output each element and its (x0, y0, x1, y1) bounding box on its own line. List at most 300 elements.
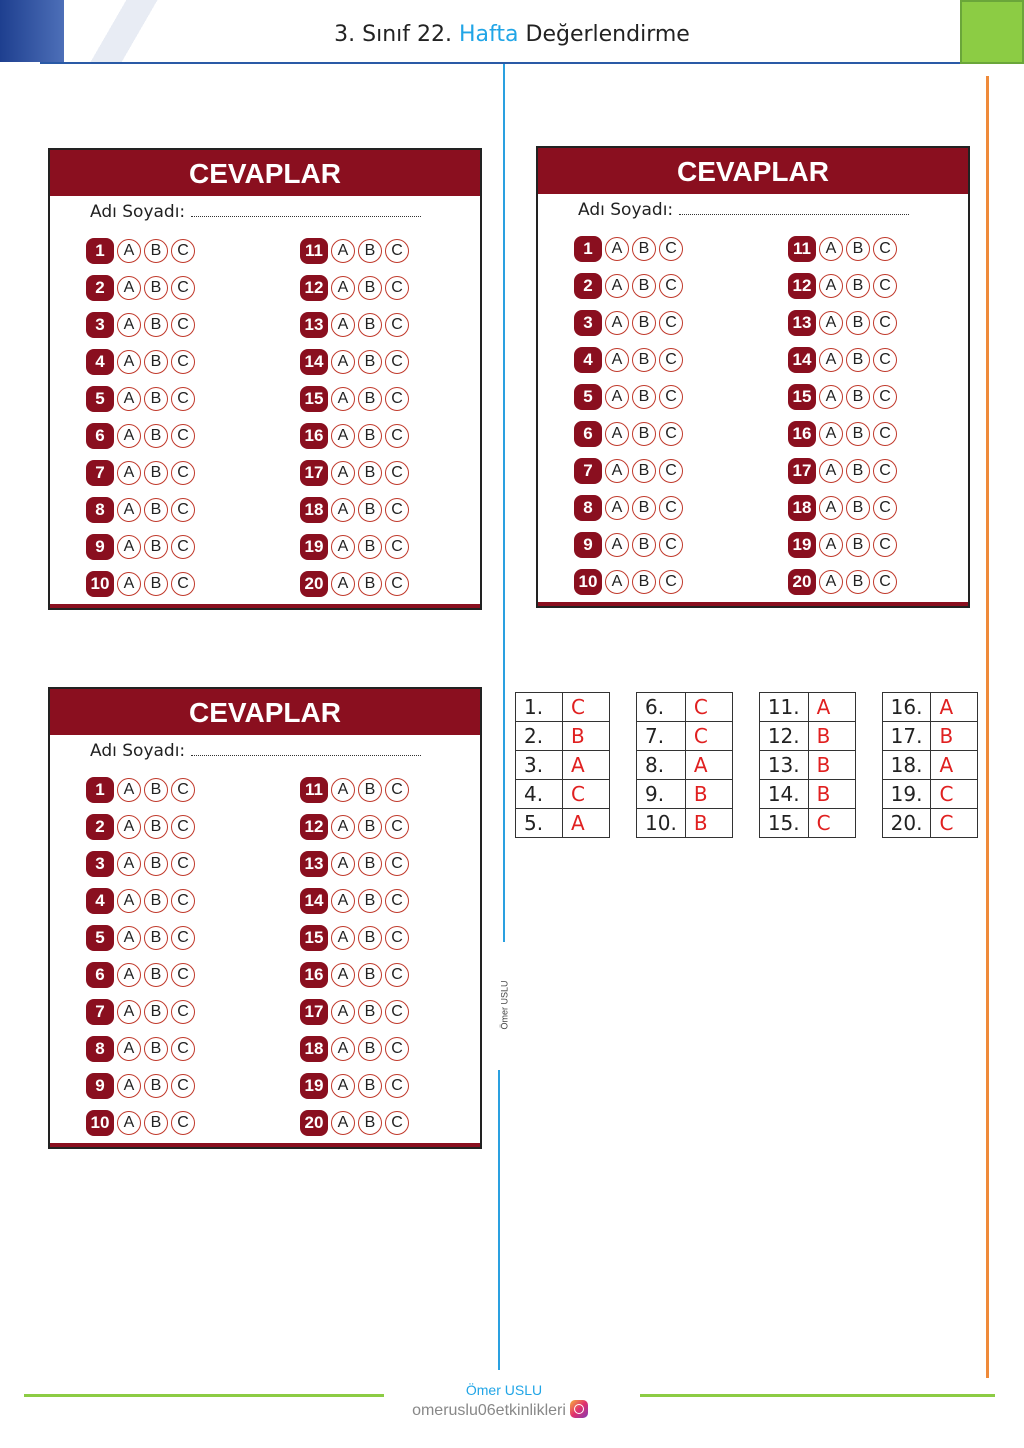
option-bubble[interactable]: A (331, 926, 355, 950)
question-number: 15 (300, 386, 328, 412)
name-label: Adı Soyadı: (90, 202, 186, 222)
option-bubble[interactable]: B (144, 350, 168, 374)
sheet-bottom-bar (50, 1143, 480, 1147)
option-bubble[interactable]: C (385, 313, 409, 337)
question-row (574, 526, 686, 563)
option-bubble[interactable]: C (171, 276, 195, 300)
option-bubble[interactable]: B (144, 852, 168, 876)
instagram-icon (570, 1400, 588, 1418)
option-bubble[interactable]: B (144, 276, 168, 300)
name-field[interactable] (578, 200, 909, 220)
option-bubble[interactable]: B (358, 1000, 382, 1024)
question-row (300, 528, 412, 565)
question-number: 1 (86, 238, 114, 264)
answer-key-answer: B (685, 780, 732, 809)
question-number: 16 (788, 421, 816, 447)
option-bubble[interactable]: B (358, 815, 382, 839)
option-bubble[interactable]: A (605, 348, 629, 372)
option-bubble[interactable]: C (171, 778, 195, 802)
question-number: 9 (86, 1073, 114, 1099)
option-bubble[interactable]: C (659, 459, 683, 483)
question-row (300, 269, 412, 306)
center-divider-bottom (498, 1070, 500, 1370)
option-bubble[interactable]: C (385, 461, 409, 485)
option-bubble[interactable]: C (385, 1000, 409, 1024)
option-bubble[interactable]: B (846, 348, 870, 372)
question-row (788, 341, 900, 378)
option-bubble[interactable]: B (358, 424, 382, 448)
answer-key-question: 10. (637, 809, 686, 838)
question-row (300, 882, 412, 919)
question-row (574, 563, 686, 600)
option-bubble[interactable]: B (846, 274, 870, 298)
option-bubble[interactable]: B (144, 963, 168, 987)
answer-key-answer: A (931, 751, 978, 780)
header-divider (40, 62, 960, 64)
question-row (788, 489, 900, 526)
option-bubble[interactable]: C (873, 570, 897, 594)
option-bubble[interactable]: C (659, 422, 683, 446)
option-bubble[interactable]: B (358, 535, 382, 559)
option-bubble[interactable]: A (117, 963, 141, 987)
question-number: 19 (300, 1073, 328, 1099)
answer-key-answer: C (685, 693, 732, 722)
option-bubble[interactable]: C (873, 274, 897, 298)
option-bubble[interactable]: A (117, 815, 141, 839)
answer-key-question: 3. (516, 751, 563, 780)
option-bubble[interactable]: C (873, 422, 897, 446)
question-number: 15 (300, 925, 328, 951)
option-bubble[interactable]: C (171, 852, 195, 876)
option-bubble[interactable]: C (873, 496, 897, 520)
option-bubble[interactable]: B (358, 239, 382, 263)
option-bubble[interactable]: A (605, 385, 629, 409)
answer-key-answer: B (808, 780, 855, 809)
question-column (300, 771, 412, 1141)
question-number: 20 (788, 569, 816, 595)
question-row (300, 417, 412, 454)
question-row (86, 306, 198, 343)
option-bubble[interactable]: A (331, 313, 355, 337)
answer-key-row (637, 693, 733, 722)
option-bubble[interactable]: B (144, 239, 168, 263)
option-bubble[interactable]: B (846, 496, 870, 520)
question-number: 2 (574, 273, 602, 299)
option-bubble[interactable]: C (385, 350, 409, 374)
question-number: 10 (86, 571, 114, 597)
option-bubble[interactable]: A (117, 778, 141, 802)
answer-key-row (516, 722, 610, 751)
option-bubble[interactable]: C (385, 815, 409, 839)
option-bubble[interactable]: A (117, 387, 141, 411)
option-bubble[interactable]: C (171, 889, 195, 913)
question-row (574, 415, 686, 452)
option-bubble[interactable]: B (846, 459, 870, 483)
option-bubble[interactable]: A (605, 311, 629, 335)
option-bubble[interactable]: B (144, 1037, 168, 1061)
answer-key-row (637, 809, 733, 838)
question-number: 14 (300, 888, 328, 914)
question-number: 11 (300, 777, 328, 803)
question-number: 10 (86, 1110, 114, 1136)
option-bubble[interactable]: B (358, 350, 382, 374)
option-bubble[interactable]: C (873, 348, 897, 372)
option-bubble[interactable]: A (819, 385, 843, 409)
question-number: 5 (86, 925, 114, 951)
option-bubble[interactable]: C (659, 237, 683, 261)
option-bubble[interactable]: C (385, 1037, 409, 1061)
question-number: 6 (86, 962, 114, 988)
option-bubble[interactable]: C (171, 424, 195, 448)
question-number: 9 (574, 532, 602, 558)
option-bubble[interactable]: B (632, 237, 656, 261)
question-number: 11 (300, 238, 328, 264)
answer-sheet (48, 148, 482, 610)
sheet-title: CEVAPLAR (50, 150, 480, 196)
option-bubble[interactable]: B (358, 313, 382, 337)
question-row (300, 919, 412, 956)
option-bubble[interactable]: C (171, 963, 195, 987)
option-bubble[interactable]: B (144, 1111, 168, 1135)
option-bubble[interactable]: A (117, 852, 141, 876)
option-bubble[interactable]: A (117, 1074, 141, 1098)
question-row (788, 304, 900, 341)
option-bubble[interactable]: B (144, 1074, 168, 1098)
option-bubble[interactable]: C (385, 963, 409, 987)
name-field[interactable] (90, 202, 421, 222)
option-bubble[interactable]: B (632, 311, 656, 335)
question-row (574, 489, 686, 526)
option-bubble[interactable]: B (632, 496, 656, 520)
option-bubble[interactable]: C (171, 387, 195, 411)
question-row (86, 1030, 198, 1067)
option-bubble[interactable]: A (331, 852, 355, 876)
option-bubble[interactable]: B (144, 535, 168, 559)
option-bubble[interactable]: B (846, 311, 870, 335)
option-bubble[interactable]: A (331, 815, 355, 839)
option-bubble[interactable]: A (331, 572, 355, 596)
option-bubble[interactable]: B (632, 533, 656, 557)
option-bubble[interactable]: C (171, 535, 195, 559)
option-bubble[interactable]: A (819, 348, 843, 372)
question-row (86, 956, 198, 993)
option-bubble[interactable]: B (358, 852, 382, 876)
answer-key-question: 7. (637, 722, 686, 751)
option-bubble[interactable]: B (144, 1000, 168, 1024)
answer-key-answer: B (563, 722, 610, 751)
name-dotted-line[interactable] (191, 204, 421, 217)
option-bubble[interactable]: C (171, 1111, 195, 1135)
option-bubble[interactable]: B (144, 572, 168, 596)
option-bubble[interactable]: A (331, 461, 355, 485)
option-bubble[interactable]: A (331, 963, 355, 987)
option-bubble[interactable]: C (385, 535, 409, 559)
option-bubble[interactable]: B (358, 1111, 382, 1135)
answer-key-question: 8. (637, 751, 686, 780)
option-bubble[interactable]: B (632, 570, 656, 594)
option-bubble[interactable]: B (358, 778, 382, 802)
option-bubble[interactable]: C (385, 276, 409, 300)
answer-key-row (759, 809, 855, 838)
option-bubble[interactable]: B (846, 237, 870, 261)
question-number: 7 (86, 999, 114, 1025)
option-bubble[interactable]: A (331, 1111, 355, 1135)
answer-key-row (516, 809, 610, 838)
option-bubble[interactable]: B (358, 889, 382, 913)
question-number: 9 (86, 534, 114, 560)
answer-key-table (636, 692, 733, 838)
option-bubble[interactable]: A (819, 274, 843, 298)
option-bubble[interactable]: C (385, 572, 409, 596)
option-bubble[interactable]: A (331, 535, 355, 559)
answer-key-row (882, 809, 978, 838)
question-number: 14 (788, 347, 816, 373)
option-bubble[interactable]: C (873, 533, 897, 557)
option-bubble[interactable]: B (144, 815, 168, 839)
option-bubble[interactable]: A (331, 498, 355, 522)
option-bubble[interactable]: A (117, 461, 141, 485)
question-number: 5 (574, 384, 602, 410)
question-row (300, 956, 412, 993)
answer-key-answer: C (931, 780, 978, 809)
option-bubble[interactable]: C (873, 385, 897, 409)
question-row (300, 1030, 412, 1067)
question-number: 15 (788, 384, 816, 410)
sheet-bottom-bar (538, 602, 968, 606)
answer-key-question: 2. (516, 722, 563, 751)
option-bubble[interactable]: A (605, 237, 629, 261)
option-bubble[interactable]: C (171, 926, 195, 950)
answer-sheet (48, 687, 482, 1149)
question-number: 12 (788, 273, 816, 299)
option-bubble[interactable]: C (171, 1037, 195, 1061)
answer-key-table (759, 692, 856, 838)
answer-key-answer: C (563, 780, 610, 809)
question-row (300, 491, 412, 528)
option-bubble[interactable]: A (819, 311, 843, 335)
answer-key-answer: B (931, 722, 978, 751)
answer-key-question: 6. (637, 693, 686, 722)
option-bubble[interactable]: A (117, 239, 141, 263)
option-bubble[interactable]: B (358, 1074, 382, 1098)
question-number: 3 (86, 312, 114, 338)
option-bubble[interactable]: A (331, 889, 355, 913)
option-bubble[interactable]: C (385, 1074, 409, 1098)
question-number: 8 (86, 1036, 114, 1062)
answer-key-answer: B (808, 722, 855, 751)
question-number: 8 (574, 495, 602, 521)
option-bubble[interactable]: B (632, 348, 656, 372)
question-row (86, 808, 198, 845)
question-row (788, 526, 900, 563)
option-bubble[interactable]: A (331, 1074, 355, 1098)
option-bubble[interactable]: B (144, 461, 168, 485)
answer-key-row (516, 780, 610, 809)
option-bubble[interactable]: C (385, 1111, 409, 1135)
question-row (86, 491, 198, 528)
option-bubble[interactable]: C (659, 348, 683, 372)
option-bubble[interactable]: A (819, 422, 843, 446)
option-bubble[interactable]: C (171, 1000, 195, 1024)
question-row (86, 454, 198, 491)
option-bubble[interactable]: C (659, 533, 683, 557)
option-bubble[interactable]: B (144, 778, 168, 802)
option-bubble[interactable]: A (605, 533, 629, 557)
option-bubble[interactable]: A (117, 424, 141, 448)
sheet-title: CEVAPLAR (538, 148, 968, 194)
option-bubble[interactable]: C (659, 311, 683, 335)
option-bubble[interactable]: B (358, 1037, 382, 1061)
name-field[interactable] (90, 741, 421, 761)
option-bubble[interactable]: B (358, 498, 382, 522)
option-bubble[interactable]: B (846, 385, 870, 409)
answer-key (515, 692, 1004, 838)
option-bubble[interactable]: A (605, 570, 629, 594)
answer-key-question: 19. (882, 780, 931, 809)
option-bubble[interactable]: A (117, 889, 141, 913)
option-bubble[interactable]: A (331, 1037, 355, 1061)
option-bubble[interactable]: C (385, 926, 409, 950)
option-bubble[interactable]: A (117, 1111, 141, 1135)
option-bubble[interactable]: A (331, 1000, 355, 1024)
option-bubble[interactable]: C (171, 313, 195, 337)
footer-handle-text: omeruslu06etkinlikleri (412, 1402, 566, 1419)
option-bubble[interactable]: A (819, 496, 843, 520)
answer-key-answer: A (931, 693, 978, 722)
option-bubble[interactable]: B (358, 926, 382, 950)
question-number: 19 (300, 534, 328, 560)
option-bubble[interactable]: B (358, 963, 382, 987)
option-bubble[interactable]: C (385, 498, 409, 522)
option-bubble[interactable]: C (171, 498, 195, 522)
option-bubble[interactable]: A (117, 350, 141, 374)
option-bubble[interactable]: A (117, 1000, 141, 1024)
option-bubble[interactable]: C (171, 1074, 195, 1098)
option-bubble[interactable]: B (846, 570, 870, 594)
option-bubble[interactable]: C (385, 424, 409, 448)
option-bubble[interactable]: C (659, 570, 683, 594)
answer-key-row (516, 693, 610, 722)
option-bubble[interactable]: C (659, 496, 683, 520)
option-bubble[interactable]: A (819, 459, 843, 483)
question-number: 11 (788, 236, 816, 262)
option-bubble[interactable]: B (144, 387, 168, 411)
option-bubble[interactable]: C (873, 237, 897, 261)
option-bubble[interactable]: B (632, 385, 656, 409)
option-bubble[interactable]: C (171, 461, 195, 485)
option-bubble[interactable]: B (632, 422, 656, 446)
option-bubble[interactable]: C (385, 387, 409, 411)
question-row (86, 882, 198, 919)
option-bubble[interactable]: C (171, 815, 195, 839)
option-bubble[interactable]: B (358, 461, 382, 485)
option-bubble[interactable]: A (605, 274, 629, 298)
option-bubble[interactable]: A (819, 570, 843, 594)
name-dotted-line[interactable] (679, 202, 909, 215)
answer-key-table (515, 692, 610, 838)
option-bubble[interactable]: C (171, 350, 195, 374)
question-number: 2 (86, 275, 114, 301)
answer-key-answer: A (563, 751, 610, 780)
question-number: 14 (300, 349, 328, 375)
option-bubble[interactable]: B (144, 498, 168, 522)
question-row (788, 563, 900, 600)
option-bubble[interactable]: B (144, 313, 168, 337)
option-bubble[interactable]: B (846, 533, 870, 557)
option-bubble[interactable]: A (117, 1037, 141, 1061)
option-bubble[interactable]: A (331, 778, 355, 802)
option-bubble[interactable]: A (117, 926, 141, 950)
option-bubble[interactable]: B (144, 424, 168, 448)
option-bubble[interactable]: B (144, 889, 168, 913)
question-row (300, 380, 412, 417)
answer-key-row (637, 751, 733, 780)
question-number: 18 (788, 495, 816, 521)
question-row (574, 378, 686, 415)
question-row (300, 343, 412, 380)
option-bubble[interactable]: C (171, 239, 195, 263)
question-number: 5 (86, 386, 114, 412)
option-bubble[interactable]: A (331, 276, 355, 300)
option-bubble[interactable]: A (117, 572, 141, 596)
option-bubble[interactable]: B (358, 572, 382, 596)
answer-key-question: 16. (882, 693, 931, 722)
option-bubble[interactable]: A (117, 535, 141, 559)
option-bubble[interactable]: A (605, 422, 629, 446)
option-bubble[interactable]: B (358, 276, 382, 300)
answer-key-answer: A (808, 693, 855, 722)
name-label: Adı Soyadı: (90, 741, 186, 761)
option-bubble[interactable]: B (632, 459, 656, 483)
option-bubble[interactable]: C (385, 239, 409, 263)
option-bubble[interactable]: A (331, 424, 355, 448)
option-bubble[interactable]: B (358, 387, 382, 411)
option-bubble[interactable]: A (605, 496, 629, 520)
option-bubble[interactable]: C (385, 778, 409, 802)
option-bubble[interactable]: A (117, 276, 141, 300)
question-row (86, 565, 198, 602)
option-bubble[interactable]: A (117, 313, 141, 337)
answer-key-row (637, 722, 733, 751)
option-bubble[interactable]: A (605, 459, 629, 483)
title-suffix: Değerlendirme (518, 22, 690, 47)
question-number: 17 (300, 999, 328, 1025)
option-bubble[interactable]: C (385, 852, 409, 876)
option-bubble[interactable]: A (331, 350, 355, 374)
option-bubble[interactable]: C (659, 385, 683, 409)
title-prefix: 3. Sınıf 22. (334, 22, 460, 47)
question-row (574, 452, 686, 489)
option-bubble[interactable]: A (331, 387, 355, 411)
option-bubble[interactable]: A (819, 533, 843, 557)
name-dotted-line[interactable] (191, 743, 421, 756)
option-bubble[interactable]: C (873, 311, 897, 335)
option-bubble[interactable]: A (331, 239, 355, 263)
option-bubble[interactable]: B (846, 422, 870, 446)
question-number: 20 (300, 1110, 328, 1136)
option-bubble[interactable]: B (144, 926, 168, 950)
answer-key-answer: C (685, 722, 732, 751)
question-number: 16 (300, 423, 328, 449)
option-bubble[interactable]: B (632, 274, 656, 298)
option-bubble[interactable]: C (171, 572, 195, 596)
option-bubble[interactable]: A (819, 237, 843, 261)
option-bubble[interactable]: C (873, 459, 897, 483)
option-bubble[interactable]: C (385, 889, 409, 913)
question-column (300, 232, 412, 602)
option-bubble[interactable]: C (659, 274, 683, 298)
option-bubble[interactable]: A (117, 498, 141, 522)
